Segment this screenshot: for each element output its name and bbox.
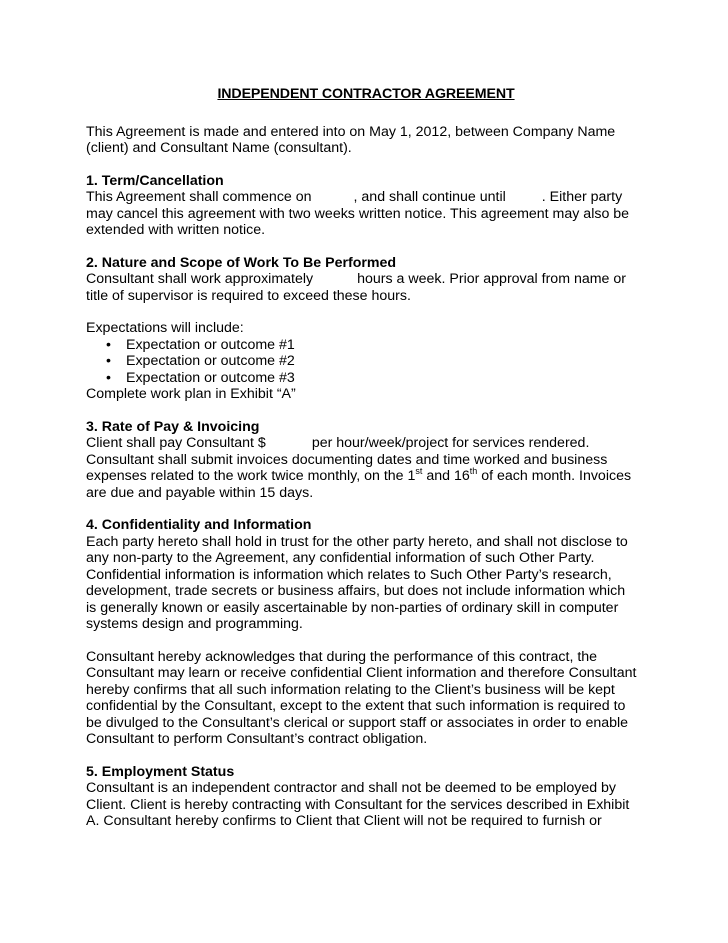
body-line: is generally known or easily ascertainable by non-parties of ordinary skill in computer bbox=[86, 599, 619, 616]
body-line: confidential by the Consultant, except to the extent that such information is required to bbox=[86, 698, 626, 714]
bullet-icon: • bbox=[106, 336, 111, 353]
body-line: be divulged to the Consultant’s clerical or support staff or associates in order to enable bbox=[86, 714, 629, 731]
list-item-text: Expectation or outcome #3 bbox=[126, 369, 295, 386]
text-fragment: of each month. Invoices bbox=[477, 468, 632, 484]
list-item-text: Expectation or outcome #1 bbox=[126, 336, 295, 353]
text-fragment: , and shall continue until bbox=[353, 189, 506, 205]
body-line: extended with written notice. bbox=[86, 222, 266, 238]
section-term-cancellation bbox=[86, 173, 646, 239]
body-line: Consultant may learn or receive confidential Client information and therefore Consultant bbox=[86, 665, 637, 681]
section-heading: 2. Nature and Scope of Work To Be Performed bbox=[86, 254, 397, 271]
section-heading: 1. Term/Cancellation bbox=[86, 172, 224, 189]
text-fragment: hours a week. Prior approval from name or bbox=[357, 271, 626, 287]
section-employment-status bbox=[86, 764, 646, 830]
text-fragment: per hour/week/project for services rendered. bbox=[311, 435, 590, 451]
body-line: Consultant hereby acknowledges that during the performance of this contract, the bbox=[86, 648, 598, 665]
expectations-lead: Expectations will include: bbox=[86, 320, 244, 336]
section-nature-scope bbox=[86, 255, 646, 305]
list-item-text: Expectation or outcome #2 bbox=[126, 353, 295, 369]
text-fragment: and 16 bbox=[422, 468, 470, 484]
section-heading: 5. Employment Status bbox=[86, 763, 235, 780]
intro-paragraph bbox=[86, 124, 646, 157]
text-fragment: expenses related to the work twice monthly, on the 1 bbox=[86, 468, 416, 484]
body-line: hereby confirms that all such information relating to the Client’s business will be kept bbox=[86, 681, 615, 698]
body-line bbox=[86, 271, 646, 288]
body-line bbox=[86, 189, 646, 206]
body-line: are due and payable within 15 days. bbox=[86, 484, 314, 501]
intro-line: (client) and Consultant Name (consultant). bbox=[86, 140, 352, 156]
superscript: th bbox=[469, 466, 478, 476]
body-line bbox=[86, 468, 646, 485]
document-page bbox=[86, 86, 646, 846]
body-line: Client. Client is hereby contracting with Consultant for the services described in Exhibit bbox=[86, 796, 630, 813]
body-line: Consultant shall submit invoices documenting dates and time worked and business bbox=[86, 451, 608, 468]
intro-line: This Agreement is made and entered into on May 1, 2012, between Company Name bbox=[86, 123, 616, 140]
expectations-list bbox=[86, 337, 646, 387]
superscript: st bbox=[415, 466, 423, 476]
body-line: any non-party to the Agreement, any confidential information of such Other Party. bbox=[86, 550, 595, 566]
bullet-icon: • bbox=[106, 353, 111, 369]
body-line: Consultant is an independent contractor and shall not be deemed to be employed by bbox=[86, 780, 617, 796]
text-fragment: This Agreement shall commence on bbox=[86, 189, 312, 205]
section-rate-invoicing bbox=[86, 419, 646, 502]
body-line: A. Consultant hereby confirms to Client that Client will not be required to furnish or bbox=[86, 813, 602, 829]
text-fragment: Client shall pay Consultant $ bbox=[86, 435, 266, 451]
text-fragment: Consultant shall work approximately bbox=[86, 271, 314, 287]
body-line: systems design and programming. bbox=[86, 616, 303, 632]
body-line: may cancel this agreement with two weeks written notice. This agreement may also be bbox=[86, 205, 630, 222]
body-line bbox=[86, 435, 646, 452]
body-line: title of supervisor is required to exceed these hours. bbox=[86, 287, 411, 304]
list-item bbox=[106, 337, 646, 354]
expectations-tail: Complete work plan in Exhibit “A” bbox=[86, 386, 296, 402]
body-line: development, trade secrets or business affairs, but does not include information which bbox=[86, 583, 626, 599]
confidentiality-acknowledgement bbox=[86, 649, 646, 748]
body-line: Each party hereto shall hold in trust for the other party hereto, and shall not disclose to bbox=[86, 533, 628, 550]
section-heading: 4. Confidentiality and Information bbox=[86, 517, 312, 533]
body-line: Confidential information is information which relates to Such Other Party’s research, bbox=[86, 566, 612, 583]
document-title: INDEPENDENT CONTRACTOR AGREEMENT bbox=[217, 86, 515, 102]
section-heading: 3. Rate of Pay & Invoicing bbox=[86, 418, 260, 435]
expectations-block bbox=[86, 320, 646, 403]
section-confidentiality bbox=[86, 517, 646, 633]
bullet-icon: • bbox=[106, 369, 111, 386]
text-fragment: . Either party bbox=[541, 189, 623, 205]
body-line: Consultant to perform Consultant’s contract obligation. bbox=[86, 731, 428, 747]
list-item bbox=[106, 370, 646, 387]
list-item bbox=[106, 353, 646, 370]
